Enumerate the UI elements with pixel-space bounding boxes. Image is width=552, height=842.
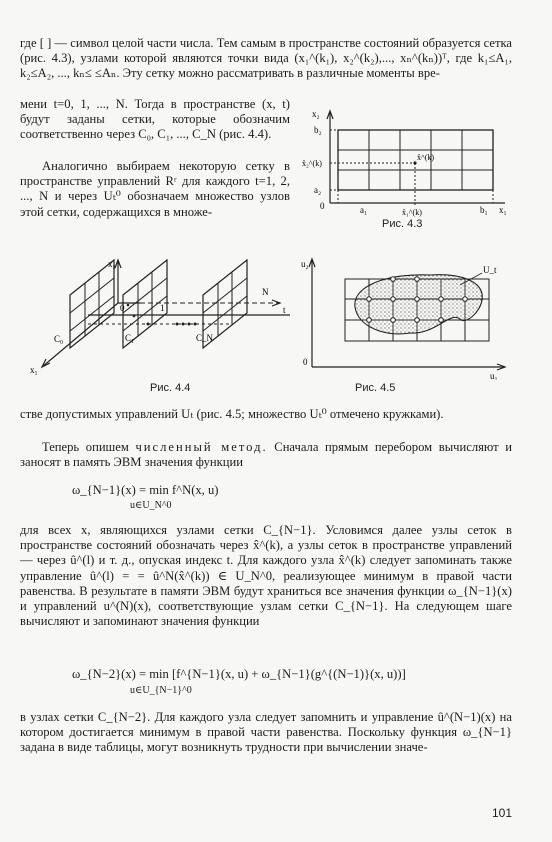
fig43-node-label: x̂^(k) xyxy=(417,153,435,162)
fig44-label-x2: x₂ xyxy=(108,259,116,269)
paragraph-1: где [ ] — символ целой части числа. Тем самым в пространстве состояний образуется сетка (рис. 4.3), узлами которой являются точки вида (x₁^(k₁), x₂^(k₂),..., xₙ^(kₙ))ᵀ, где k₁≤A₁, k₂≤A₂, ..., kₙ≤ ≤Aₙ. Эту сетку можно рассматривать в различные моменты вре- xyxy=(20,36,512,81)
equation-2-subscript: u∈U_{N−1}^0 xyxy=(130,685,192,696)
fig45-label-u1: u₁ xyxy=(490,371,498,380)
fig43-ylabel-b2: b₂ xyxy=(314,125,322,135)
equation-1-subscript: u∈U_N^0 xyxy=(130,500,172,511)
fig44-label-n: N xyxy=(262,287,269,297)
fig44-label-cn: C_N xyxy=(196,333,214,343)
paragraph-5-emphasis: численный метод. xyxy=(135,440,268,454)
fig44-caption: Рис. 4.4 xyxy=(150,382,191,394)
fig44-label-t: t xyxy=(283,305,286,315)
fig43-xlabel-x1k: x̂₁^(k) xyxy=(402,208,422,217)
figure-4-4 xyxy=(28,255,296,380)
paragraph-5-start: Теперь опишем xyxy=(42,440,129,454)
fig45-label-u2: u₂ xyxy=(301,259,309,269)
fig43-xlabel-x1: x₁ xyxy=(499,205,507,215)
fig45-label-origin: 0 xyxy=(303,357,308,367)
page-number: 101 xyxy=(492,806,513,820)
paragraph-7: в узлах сетки C_{N−2}. Для каждого узла следует запомнить и управление û^(N−1)(x) на котором достигается минимум в правой части равенства. Поскольку функция ω_{N−1} задана в виде таблицы, могут возникнуть трудности при вычислении значе- xyxy=(20,710,512,755)
fig45-caption: Рис. 4.5 xyxy=(355,382,396,394)
fig43-origin: 0 xyxy=(320,201,325,211)
fig43-caption: Рис. 4.3 xyxy=(382,218,423,230)
fig45-label-ut: U_t xyxy=(483,265,497,275)
paragraph-5 xyxy=(20,440,512,470)
fig44-label-origin: 0 xyxy=(120,303,125,313)
fig43-ylabel-x2k: x̂₂^(k) xyxy=(302,159,322,168)
figure-4-5 xyxy=(300,255,515,380)
fig44-label-c0: C₀ xyxy=(54,334,64,344)
paragraph-4: стве допустимых управлений Uₜ (рис. 4.5; множество Uₜ⁰ отмечено кружками). xyxy=(20,407,444,421)
fig43-ylabel-x2: x₂ xyxy=(312,109,320,119)
fig43-ylabel-a2: a₂ xyxy=(314,185,322,195)
fig43-xlabel-b1: b₁ xyxy=(480,205,488,215)
fig43-xlabel-a1: a₁ xyxy=(360,205,368,215)
paragraph-6: для всех x, являющихся узлами сетки C_{N−1}. Условимся далее узлы сеток в пространстве состояний обозначать через x̂^(k), а узлы сеток в пространстве управлений — через û^(l) и т. д., опуская индекс t. Для каждого узла x̂^(k) следует запоминать также управление û^(l) = = û^N(x̂^(k)) ∈ U_N^0, реализующее минимум в правой части равенства. В результате в памяти ЭВМ будут храниться все значения функции ω_{N−1}(x) и управлений u^(N)(x), соответствующие узлам сетки C_{N−1}. На следующем шаге вычисляют и запоминают значения функции xyxy=(20,523,512,629)
figure-4-3 xyxy=(300,105,515,230)
equation-2: ω_{N−2}(x) = min [f^{N−1}(x, u) + ω_{N−1}(g^{(N−1)}(x, u))] xyxy=(72,667,406,681)
paragraph-3: Аналогично выбираем некоторую сетку в пространстве управлений Rʳ для каждого t=1, 2, ..., N и через Uₜ⁰ обозначаем множество узлов этой сетки, содержащихся в множе- xyxy=(20,159,290,219)
fig44-label-x1: x₁ xyxy=(30,365,38,375)
paragraph-5-end: Сначала прямым перебором вычисляют и заносят в память ЭВМ значения функции xyxy=(20,440,512,470)
equation-1: ω_{N−1}(x) = min f^N(x, u) xyxy=(72,483,219,497)
fig44-label-one: 1 xyxy=(160,303,165,313)
fig44-label-c1: C₁ xyxy=(125,333,135,343)
paragraph-2: мени t=0, 1, ..., N. Тогда в пространстве (x, t) будут заданы сетки, которые обозначим соответственно через C₀, C₁, ..., C_N (рис. 4.4). xyxy=(20,97,290,142)
